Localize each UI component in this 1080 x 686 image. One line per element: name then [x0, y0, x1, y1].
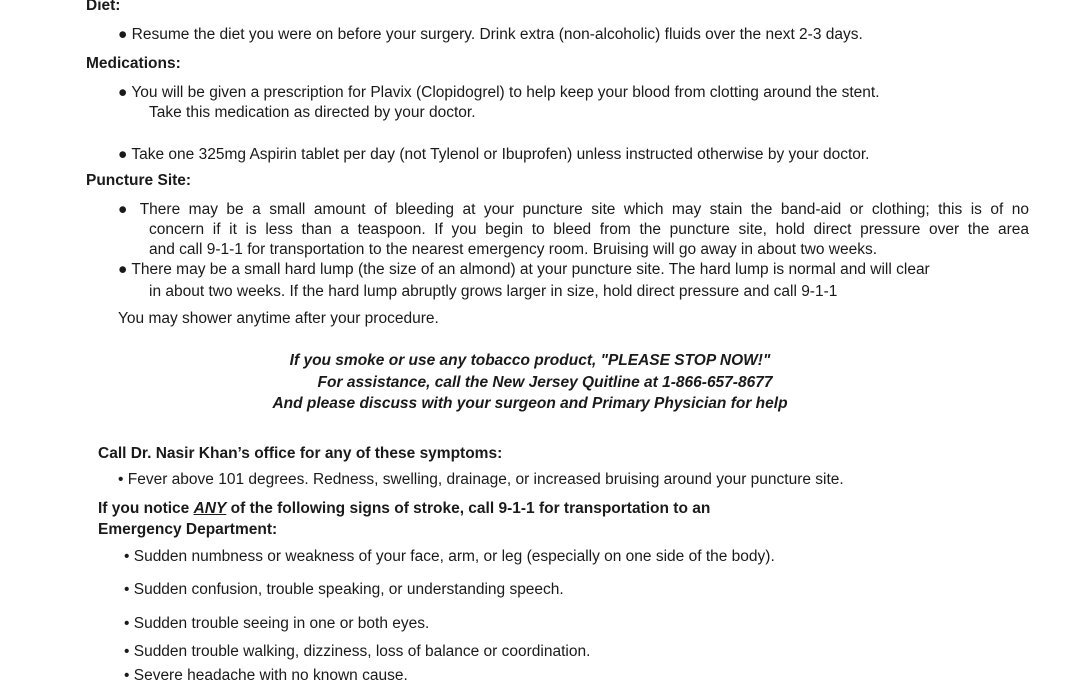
puncture-site-heading: Puncture Site: [86, 172, 192, 189]
stroke-heading [98, 499, 710, 519]
puncture-bleeding-line2: concern if it is less than a teaspoon. If you begin to bleed from the puncture site, hold direct pressure over the area [149, 221, 1029, 238]
smoking-line1: If you smoke or use any tobacco product, "PLEASE STOP NOW!" [289, 352, 771, 369]
stroke-heading-prefix: If you notice [98, 500, 194, 517]
puncture-lump-line2: in about two weeks. If the hard lump abruptly grows larger in size, hold direct pressure and call 9-1-1 [149, 283, 838, 300]
stroke-sign-item: • Sudden trouble walking, dizziness, loss of balance or coordination. [124, 643, 591, 660]
diet-heading: Diet: [86, 0, 121, 14]
medication-plavix-line2: Take this medication as directed by your doctor. [149, 104, 476, 121]
medications-heading: Medications: [86, 55, 181, 72]
puncture-bleeding-line1: ● There may be a small amount of bleeding at your puncture site which may stain the band-aid or clothing; this is of no [118, 201, 1029, 218]
puncture-shower-note: You may shower anytime after your procedure. [118, 310, 439, 327]
stroke-sign-item: • Sudden trouble seeing in one or both eyes. [124, 615, 430, 632]
stroke-heading-any: ANY [193, 500, 227, 517]
stroke-heading-suffix: of the following signs of stroke, call 9-1-1 for transportation to an [226, 500, 711, 517]
smoking-line3: And please discuss with your surgeon and Primary Physician for help [272, 395, 788, 412]
smoking-line2: For assistance, call the New Jersey Quitline at 1-866-657-8677 [317, 374, 773, 391]
medication-aspirin: ● Take one 325mg Aspirin tablet per day (not Tylenol or Ibuprofen) unless instructed otherwise by your doctor. [118, 146, 870, 163]
stroke-sign-item: • Severe headache with no known cause. [124, 667, 408, 684]
stroke-sign-item: • Sudden numbness or weakness of your face, arm, or leg (especially on one side of the body). [124, 548, 775, 565]
diet-item: ● Resume the diet you were on before your surgery. Drink extra (non-alcoholic) fluids over the next 2-3 days. [118, 26, 863, 43]
stroke-sign-item: • Sudden confusion, trouble speaking, or understanding speech. [124, 581, 564, 598]
medication-plavix-line1: ● You will be given a prescription for Plavix (Clopidogrel) to help keep your blood from clotting around the stent. [118, 84, 880, 101]
stroke-heading-line2: Emergency Department: [98, 521, 278, 538]
symptoms-heading: Call Dr. Nasir Khan’s office for any of these symptoms: [98, 445, 503, 462]
puncture-lump-line1: ● There may be a small hard lump (the size of an almond) at your puncture site. The hard lump is normal and will clear [118, 261, 930, 278]
puncture-bleeding-line3: and call 9-1-1 for transportation to the nearest emergency room. Bruising will go away in about two weeks. [149, 241, 878, 258]
symptom-item: • Fever above 101 degrees. Redness, swelling, drainage, or increased bruising around your puncture site. [118, 471, 844, 488]
